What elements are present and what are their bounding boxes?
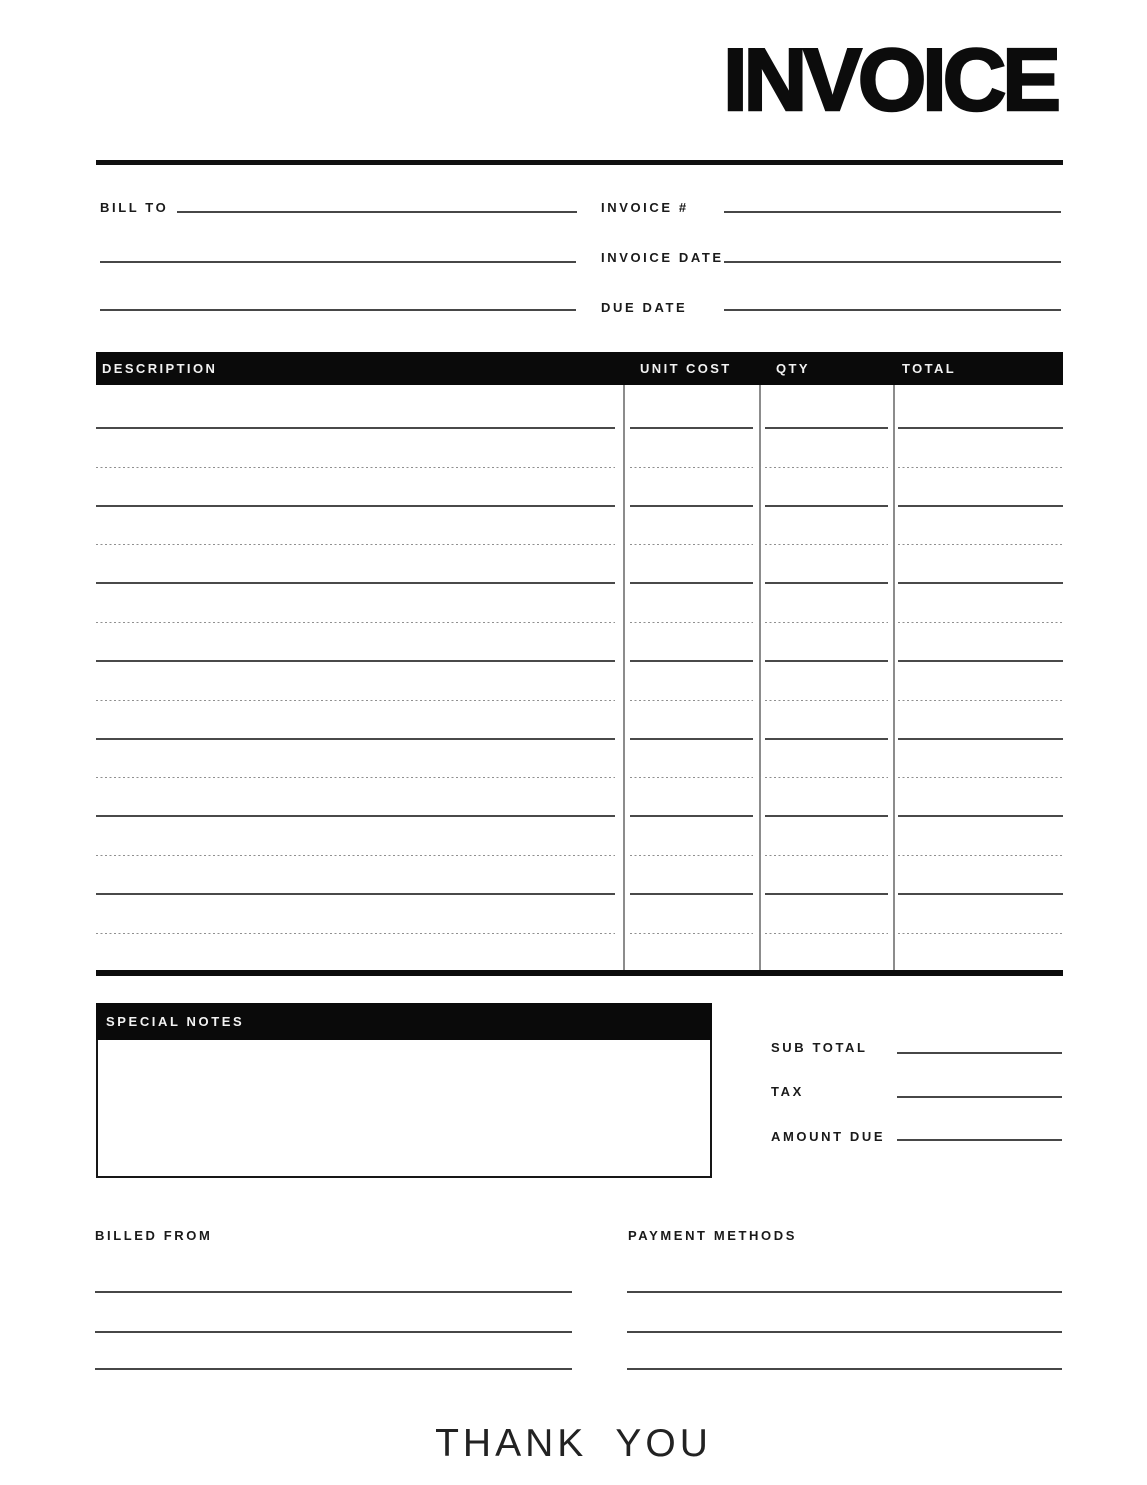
item-cell-total-5[interactable]	[898, 545, 1063, 584]
column-header-description: DESCRIPTION	[102, 361, 218, 376]
due-date-label: DUE DATE	[601, 300, 688, 315]
billed-from-label: BILLED FROM	[95, 1228, 213, 1243]
item-cell-total-13[interactable]	[898, 856, 1063, 895]
special-notes-section	[96, 1003, 712, 1178]
item-cell-description-7[interactable]	[96, 623, 615, 662]
item-cell-total-2[interactable]	[898, 429, 1063, 468]
item-cell-qty-10[interactable]	[765, 740, 888, 779]
item-cell-total-6[interactable]	[898, 584, 1063, 623]
amount-due-line[interactable]	[897, 1139, 1062, 1141]
payment-methods-line-2[interactable]	[627, 1331, 1062, 1333]
item-cell-description-9[interactable]	[96, 701, 615, 740]
item-cell-description-6[interactable]	[96, 584, 615, 623]
item-cell-unit-cost-2[interactable]	[630, 429, 753, 468]
item-cell-unit-cost-8[interactable]	[630, 662, 753, 701]
tax-label: TAX	[771, 1084, 804, 1099]
item-cell-description-10[interactable]	[96, 740, 615, 779]
item-cell-total-10[interactable]	[898, 740, 1063, 779]
item-cell-total-7[interactable]	[898, 623, 1063, 662]
item-cell-qty-5[interactable]	[765, 545, 888, 584]
invoice-date-label: INVOICE DATE	[601, 250, 724, 265]
item-cell-description-13[interactable]	[96, 856, 615, 895]
sub-total-line[interactable]	[897, 1052, 1062, 1054]
column-header-total: TOTAL	[902, 361, 957, 376]
item-cell-total-8[interactable]	[898, 662, 1063, 701]
item-cell-description-11[interactable]	[96, 778, 615, 817]
item-cell-qty-12[interactable]	[765, 817, 888, 856]
items-table-header	[96, 352, 1063, 385]
item-cell-qty-2[interactable]	[765, 429, 888, 468]
item-cell-qty-11[interactable]	[765, 778, 888, 817]
item-cell-qty-7[interactable]	[765, 623, 888, 662]
item-cell-total-4[interactable]	[898, 507, 1063, 546]
item-cell-total-3[interactable]	[898, 468, 1063, 507]
invoice-number-label: INVOICE #	[601, 200, 689, 215]
item-cell-total-11[interactable]	[898, 778, 1063, 817]
bill-to-line-3[interactable]	[100, 309, 576, 311]
table-bottom-border	[96, 970, 1063, 976]
item-cell-qty-6[interactable]	[765, 584, 888, 623]
column-separator	[893, 385, 895, 970]
bill-to-line-1[interactable]	[177, 211, 577, 213]
item-cell-qty-4[interactable]	[765, 507, 888, 546]
item-cell-description-14[interactable]	[96, 895, 615, 934]
item-cell-unit-cost-11[interactable]	[630, 778, 753, 817]
special-notes-label: SPECIAL NOTES	[96, 1003, 712, 1040]
bill-to-label: BILL TO	[100, 200, 169, 215]
item-cell-unit-cost-14[interactable]	[630, 895, 753, 934]
item-cell-qty-3[interactable]	[765, 468, 888, 507]
column-header-unit-cost: UNIT COST	[640, 361, 732, 376]
tax-line[interactable]	[897, 1096, 1062, 1098]
thank-you-text: THANK YOU	[435, 1422, 712, 1465]
item-cell-unit-cost-3[interactable]	[630, 468, 753, 507]
sub-total-label: SUB TOTAL	[771, 1040, 868, 1055]
item-cell-description-2[interactable]	[96, 429, 615, 468]
item-cell-unit-cost-6[interactable]	[630, 584, 753, 623]
item-cell-unit-cost-12[interactable]	[630, 817, 753, 856]
due-date-line[interactable]	[724, 309, 1061, 311]
item-cell-unit-cost-7[interactable]	[630, 623, 753, 662]
column-description	[96, 385, 615, 934]
special-notes-field[interactable]	[96, 1040, 712, 1178]
item-cell-description-4[interactable]	[96, 507, 615, 546]
header-divider	[96, 160, 1063, 165]
item-cell-qty-1[interactable]	[765, 385, 888, 429]
item-cell-unit-cost-4[interactable]	[630, 507, 753, 546]
item-cell-total-9[interactable]	[898, 701, 1063, 740]
item-cell-unit-cost-10[interactable]	[630, 740, 753, 779]
item-cell-qty-13[interactable]	[765, 856, 888, 895]
item-cell-qty-14[interactable]	[765, 895, 888, 934]
billed-from-line-2[interactable]	[95, 1331, 572, 1333]
payment-methods-label: PAYMENT METHODS	[628, 1228, 798, 1243]
billed-from-line-1[interactable]	[95, 1291, 572, 1293]
payment-methods-line-3[interactable]	[627, 1368, 1062, 1370]
column-separator	[759, 385, 761, 970]
page-title: INVOICE	[723, 30, 1057, 129]
invoice-number-line[interactable]	[724, 211, 1061, 213]
item-cell-total-12[interactable]	[898, 817, 1063, 856]
items-table	[96, 352, 1063, 976]
item-cell-unit-cost-5[interactable]	[630, 545, 753, 584]
item-cell-unit-cost-9[interactable]	[630, 701, 753, 740]
item-cell-description-5[interactable]	[96, 545, 615, 584]
billed-from-line-3[interactable]	[95, 1368, 572, 1370]
amount-due-label: AMOUNT DUE	[771, 1129, 886, 1144]
item-cell-qty-8[interactable]	[765, 662, 888, 701]
item-cell-unit-cost-13[interactable]	[630, 856, 753, 895]
item-cell-description-3[interactable]	[96, 468, 615, 507]
payment-methods-line-1[interactable]	[627, 1291, 1062, 1293]
item-cell-unit-cost-1[interactable]	[630, 385, 753, 429]
bill-to-line-2[interactable]	[100, 261, 576, 263]
column-total	[898, 385, 1063, 934]
item-cell-total-14[interactable]	[898, 895, 1063, 934]
item-cell-qty-9[interactable]	[765, 701, 888, 740]
item-cell-description-1[interactable]	[96, 385, 615, 429]
column-header-qty: QTY	[776, 361, 810, 376]
column-unit-cost	[630, 385, 753, 934]
items-table-body	[96, 385, 1063, 970]
item-cell-description-8[interactable]	[96, 662, 615, 701]
column-qty	[765, 385, 888, 934]
item-cell-total-1[interactable]	[898, 385, 1063, 429]
column-separator	[623, 385, 625, 970]
item-cell-description-12[interactable]	[96, 817, 615, 856]
invoice-date-line[interactable]	[724, 261, 1061, 263]
